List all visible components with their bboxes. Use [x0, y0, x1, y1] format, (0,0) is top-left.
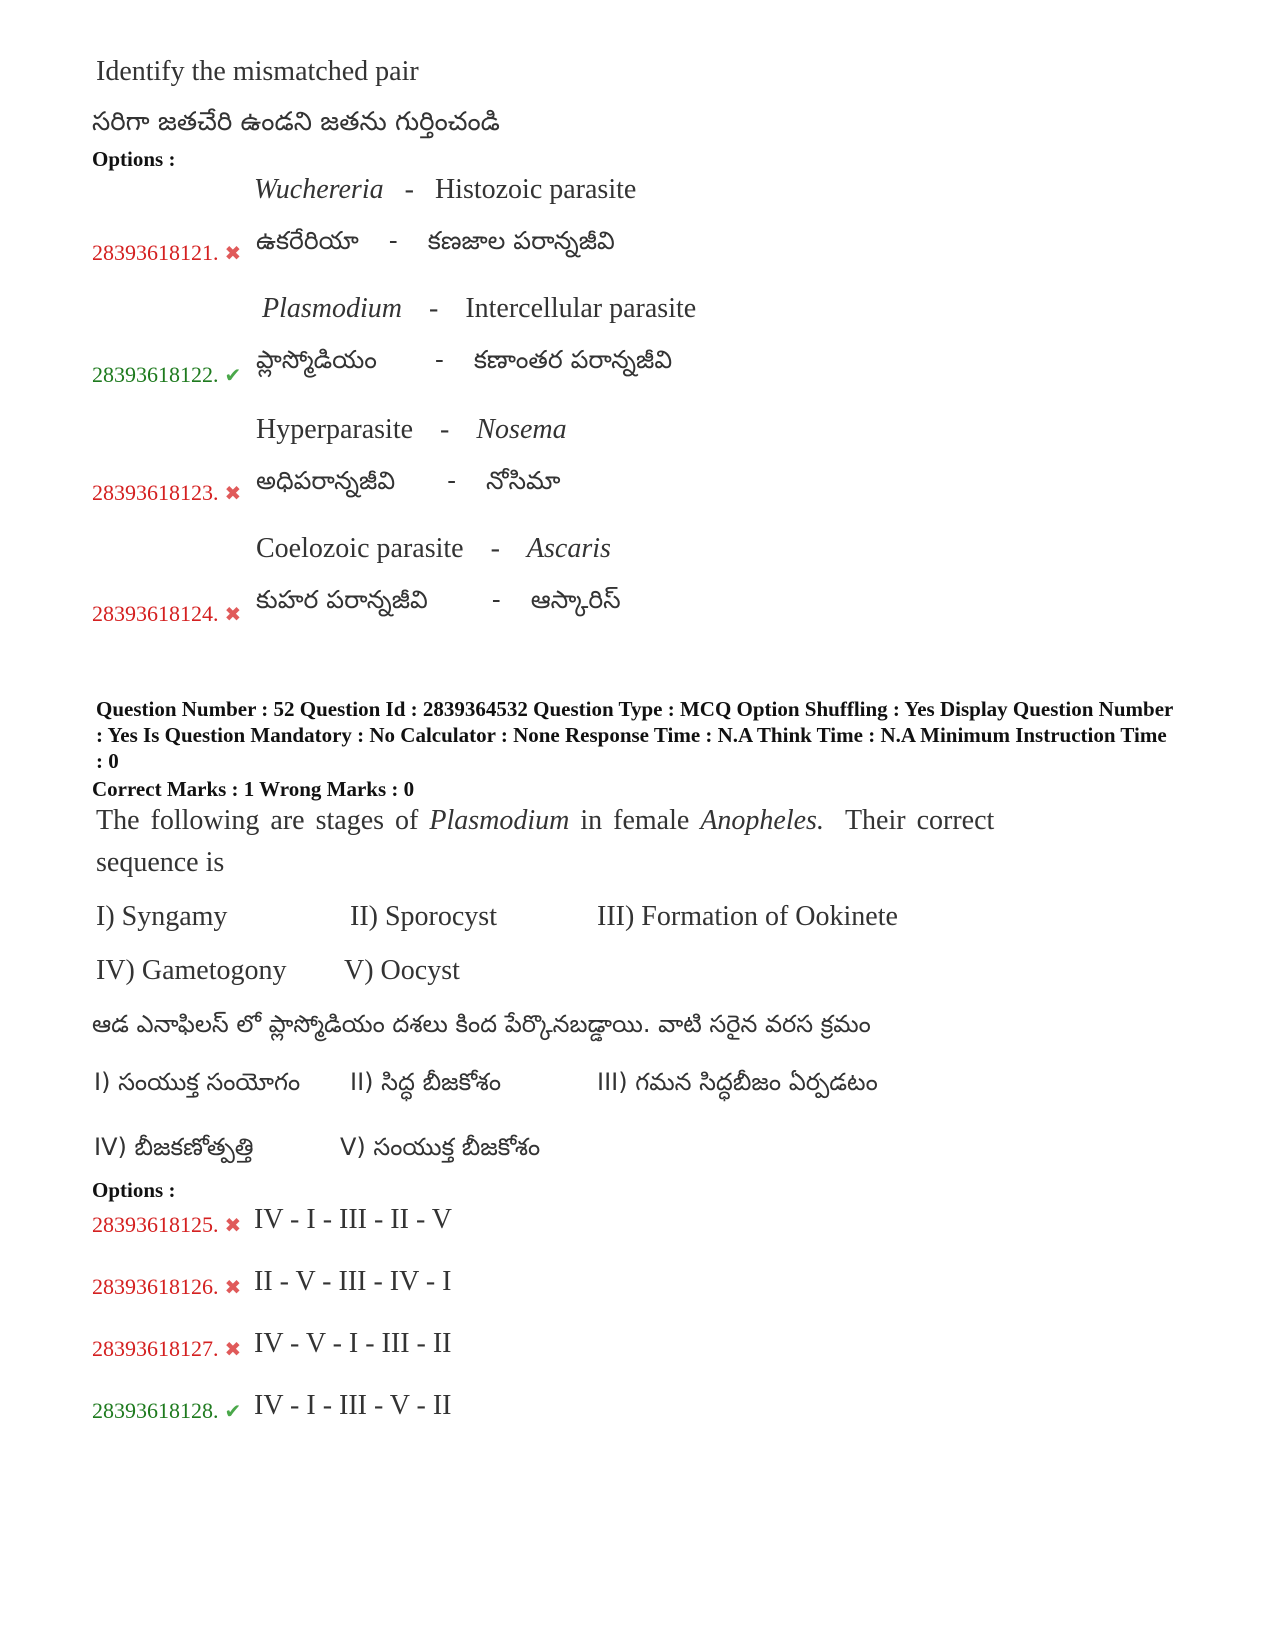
option-id: 28393618125. — [92, 1212, 219, 1237]
pair-right-te: కణజాల పరాన్నజీవి — [427, 226, 615, 255]
stage-item-te: IV) బీజకణోత్పత్తి — [94, 1133, 254, 1161]
question-stem-en: The following are stages of Plasmodium in female Anopheles. Their correct — [96, 805, 995, 836]
question-stem-te: ఆడ ఎనాఫిలస్ లో ప్లాస్మోడియం దశలు కింద పేర్కొనబడ్డాయి. వాటి సరైన వరస క్రమం — [92, 1010, 871, 1038]
pair-left-en: Coelozoic parasite — [256, 533, 464, 564]
stage-item: I) Syngamy — [96, 901, 228, 932]
pair-right-te: నోసిమా — [486, 466, 561, 495]
question-meta: Question Number : 52 Question Id : 2839364532 Question Type : MCQ Option Shuffling : Yes Display Question Number : Yes Is Question Mandatory : No Calculator : None Response Time : N.A Think Time : N.A Minimum Instruction Time : 0 — [96, 697, 1173, 773]
option-text: II - V - III - IV - I — [254, 1266, 452, 1297]
pair-left-te: ఉకరేరియా — [256, 226, 359, 255]
question-stem-en-2: sequence is — [96, 847, 225, 878]
option-id: 28393618124. — [92, 601, 219, 626]
stage-item-te: V) సంయుక్త బీజకోశం — [340, 1133, 541, 1161]
option-text: IV - I - III - II - V — [254, 1204, 452, 1235]
stage-item-te: III) గమన సిద్ధబీజం ఏర్పడటం — [597, 1068, 878, 1096]
check-icon: ✔ — [224, 363, 242, 387]
pair-right-en: Nosema — [476, 414, 567, 445]
pair-right-te: కణాంతర పరాన్నజీవి — [473, 345, 673, 374]
option-text: IV - I - III - V - II — [254, 1390, 452, 1421]
pair-left-te: అధిపరాన్నజీవి — [256, 466, 396, 495]
stage-item: V) Oocyst — [344, 955, 460, 986]
question-text-te: సరిగా జతచేరి ఉండని జతను గుర్తించండి — [92, 107, 500, 137]
option-id: 28393618127. — [92, 1336, 219, 1361]
pair-right-en: Ascaris — [526, 533, 611, 564]
stage-item: II) Sporocyst — [350, 901, 497, 932]
pair-right-te: ఆస్కారిస్ — [530, 585, 621, 614]
cross-icon: ✖ — [224, 602, 242, 626]
pair-left-te: ప్లాస్మోడియం — [256, 345, 377, 374]
pair-right-en: Histozoic parasite — [434, 174, 637, 205]
option-id: 28393618123. — [92, 480, 219, 505]
pair-left-te: కుహర పరాన్నజీవి — [256, 585, 428, 614]
question-text-en: Identify the mismatched pair — [96, 56, 419, 87]
option-id: 28393618122. — [92, 362, 219, 387]
cross-icon: ✖ — [224, 1337, 242, 1361]
options-label: Options : — [92, 1178, 176, 1202]
cross-icon: ✖ — [224, 1275, 242, 1299]
cross-icon: ✖ — [224, 481, 242, 505]
pair-left-en: Plasmodium — [262, 293, 402, 324]
cross-icon: ✖ — [224, 241, 242, 265]
options-label: Options : — [92, 147, 176, 171]
option-id: 28393618121. — [92, 240, 219, 265]
option-id: 28393618126. — [92, 1274, 219, 1299]
pair-right-en: Intercellular parasite — [465, 293, 697, 324]
cross-icon: ✖ — [224, 1213, 242, 1237]
pair-left-en: Wuchereria — [254, 174, 384, 205]
check-icon: ✔ — [224, 1399, 242, 1423]
option-text: IV - V - I - III - II — [254, 1328, 452, 1359]
marks-info: Correct Marks : 1 Wrong Marks : 0 — [92, 777, 415, 801]
pair-left-en: Hyperparasite — [256, 414, 414, 445]
stage-item-te: I) సంయుక్త సంయోగం — [94, 1068, 301, 1096]
stage-item: IV) Gametogony — [96, 955, 287, 986]
stage-item-te: II) సిద్ధ బీజకోశం — [350, 1068, 502, 1096]
option-id: 28393618128. — [92, 1398, 219, 1423]
stage-item: III) Formation of Ookinete — [597, 901, 898, 932]
